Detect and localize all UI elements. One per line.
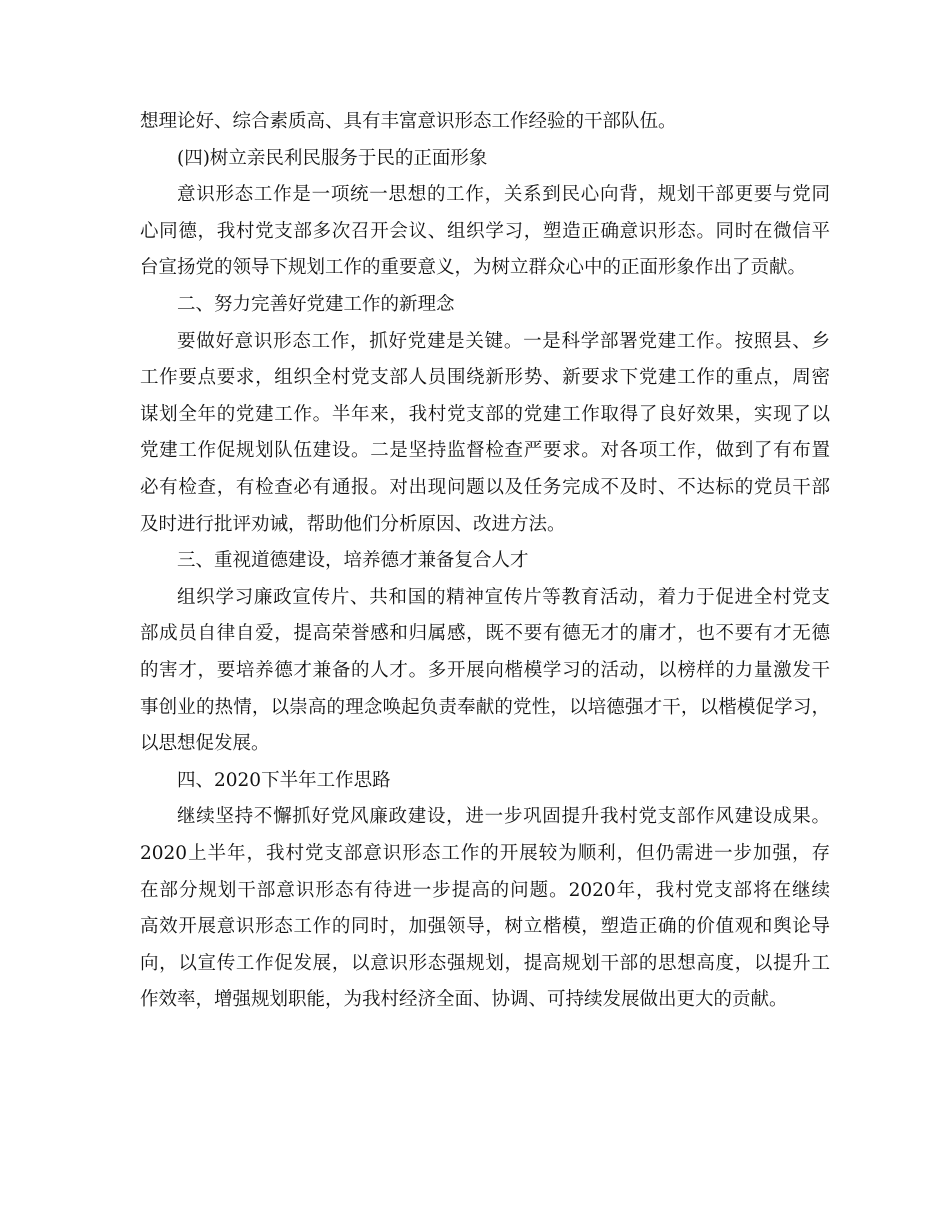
- text-line: 要做好意识形态工作，抓好党建是关键。一是科学部署党建工作。按照县、乡: [177, 330, 830, 352]
- text-line: 组织学习廉政宣传片、共和国的精神宣传片等教育活动，着力于促进全村党支: [177, 586, 830, 608]
- text-line: 向，以宣传工作促发展，以意识形态强规划，提高规划干部的思想高度，以提升工: [140, 952, 830, 974]
- text-line: 以思想促发展。: [140, 733, 270, 755]
- text-line: 谋划全年的党建工作。半年来，我村党支部的党建工作取得了良好效果，实现了以: [140, 403, 830, 425]
- section-heading: 三、重视道德建设，培养德才兼备复合人才: [177, 550, 529, 572]
- text-line: 高效开展意识形态工作的同时，加强领导，树立楷模，塑造正确的价值观和舆论导: [140, 916, 830, 938]
- text-line: 台宣扬党的领导下规划工作的重要意义，为树立群众心中的正面形象作出了贡献。: [140, 257, 807, 279]
- text-line: 党建工作促规划队伍建设。二是坚持监督检查严要求。对各项工作，做到了有布置: [140, 440, 830, 462]
- section-heading: 四、2020下半年工作思路: [177, 769, 391, 791]
- text-line: 继续坚持不懈抓好党风廉政建设，进一步巩固提升我村党支部作风建设成果。: [177, 806, 830, 828]
- text-line: 想理论好、综合素质高、具有丰富意识形态工作经验的干部队伍。: [140, 111, 677, 132]
- text-line: 的害才，要培养德才兼备的人才。多开展向楷模学习的活动，以榜样的力量激发干: [140, 660, 830, 681]
- section-heading: 二、努力完善好党建工作的新理念: [177, 294, 455, 315]
- text-line: 意识形态工作是一项统一思想的工作，关系到民心向背，规划干部更要与党同: [177, 184, 830, 206]
- text-line: 必有检查，有检查必有通报。对出现问题以及任务完成不及时、不达标的党员干部: [140, 477, 830, 498]
- text-line: 及时进行批评劝诫，帮助他们分析原因、改进方法。: [140, 513, 566, 535]
- text-line: 部成员自律自爱，提高荣誉感和归属感，既不要有德无才的庸才，也不要有才无德: [140, 623, 830, 645]
- text-line: 事创业的热情，以崇高的理念唤起负责奉献的党性，以培德强才干，以楷模促学习，: [140, 696, 830, 718]
- text-line: 2020上半年，我村党支部意识形态工作的开展较为顺利，但仍需进一步加强，存: [140, 843, 830, 864]
- text-line: 心同德，我村党支部多次召开会议、组织学习，塑造正确意识形态。同时在微信平: [140, 220, 830, 242]
- section-heading: (四)树立亲民利民服务于民的正面形象: [177, 147, 488, 169]
- text-line: 作效率，增强规划职能，为我村经济全面、协调、可持续发展做出更大的贡献。: [140, 989, 788, 1011]
- text-line: 在部分规划干部意识形态有待进一步提高的问题。2020年，我村党支部将在继续: [140, 879, 830, 901]
- text-line: 工作要点要求，组织全村党支部人员围绕新形势、新要求下党建工作的重点，周密: [140, 367, 830, 389]
